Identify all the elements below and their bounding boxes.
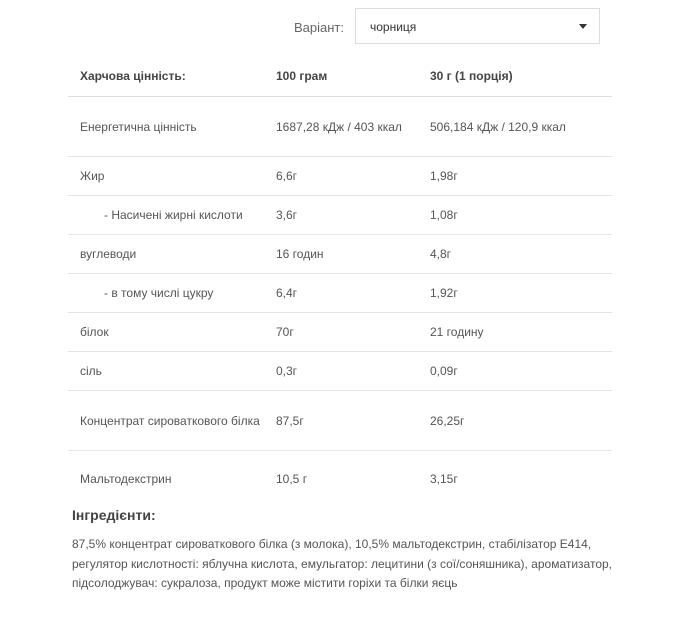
row-per100: 6,4г (276, 274, 430, 313)
table-row (68, 196, 612, 235)
row-per100: 6,6г (276, 157, 430, 196)
header-nutrition-value: Харчова цінність: (68, 56, 276, 97)
table-header-row (68, 56, 612, 97)
row-per100: 3,6г (276, 196, 430, 235)
row-per-serving: 26,25г (430, 391, 612, 451)
row-per100: 87,5г (276, 391, 430, 451)
row-name: білок (68, 313, 276, 352)
row-name: сіль (68, 352, 276, 391)
ingredients-title: Інгредієнти: (72, 507, 156, 523)
row-name: Жир (68, 157, 276, 196)
row-per-serving: 3,15г (430, 472, 458, 486)
variant-selected-value: чорниця (370, 20, 417, 34)
row-per100: 0,3г (276, 352, 430, 391)
row-per100: 70г (276, 313, 430, 352)
variant-label: Варіант: (294, 20, 344, 35)
row-per-serving: 506,184 кДж / 120,9 ккал (430, 97, 612, 157)
header-per-serving: 30 г (1 порція) (430, 56, 612, 97)
chevron-down-icon (579, 24, 587, 29)
row-per-serving: 0,09г (430, 352, 612, 391)
row-name: Концентрат сироваткового білка (68, 391, 276, 451)
row-name: Енергетична цінність (68, 97, 276, 157)
row-name: вуглеводи (68, 235, 276, 274)
row-name: - Насичені жирні кислоти (68, 196, 276, 235)
header-per-100g: 100 грам (276, 56, 430, 97)
nutrition-table (68, 56, 612, 507)
table-row (68, 97, 612, 157)
row-per-serving: 21 годину (430, 313, 612, 352)
row-per-serving: 1,92г (430, 274, 612, 313)
table-row (68, 157, 612, 196)
ingredients-text: 87,5% концентрат сироваткового білка (з молока), 10,5% мальтодекстрин, стабілізатор Е414, регулятор кислотності: яблучна кислота, емульгатор: лецитини (з сої/соняшника), ароматизатор, підсолоджувач: сукралоза, продукт може містити горіхи та білки яєць (72, 537, 613, 590)
variant-row (0, 8, 680, 44)
table-row (68, 235, 612, 274)
variant-select[interactable] (355, 8, 600, 44)
row-per100: 16 годин (276, 235, 430, 274)
row-per-serving: 1,08г (430, 196, 612, 235)
table-row (68, 451, 612, 508)
table-row (68, 274, 612, 313)
row-name: Мальтодекстрин (80, 472, 172, 486)
row-per-serving: 4,8г (430, 235, 612, 274)
row-per100: 10,5 г (276, 472, 308, 486)
table-row (68, 391, 612, 451)
table-row (68, 313, 612, 352)
row-per100: 1687,28 кДж / 403 ккал (276, 97, 430, 157)
table-row (68, 352, 612, 391)
row-per-serving: 1,98г (430, 157, 612, 196)
row-name: - в тому числі цукру (68, 274, 276, 313)
